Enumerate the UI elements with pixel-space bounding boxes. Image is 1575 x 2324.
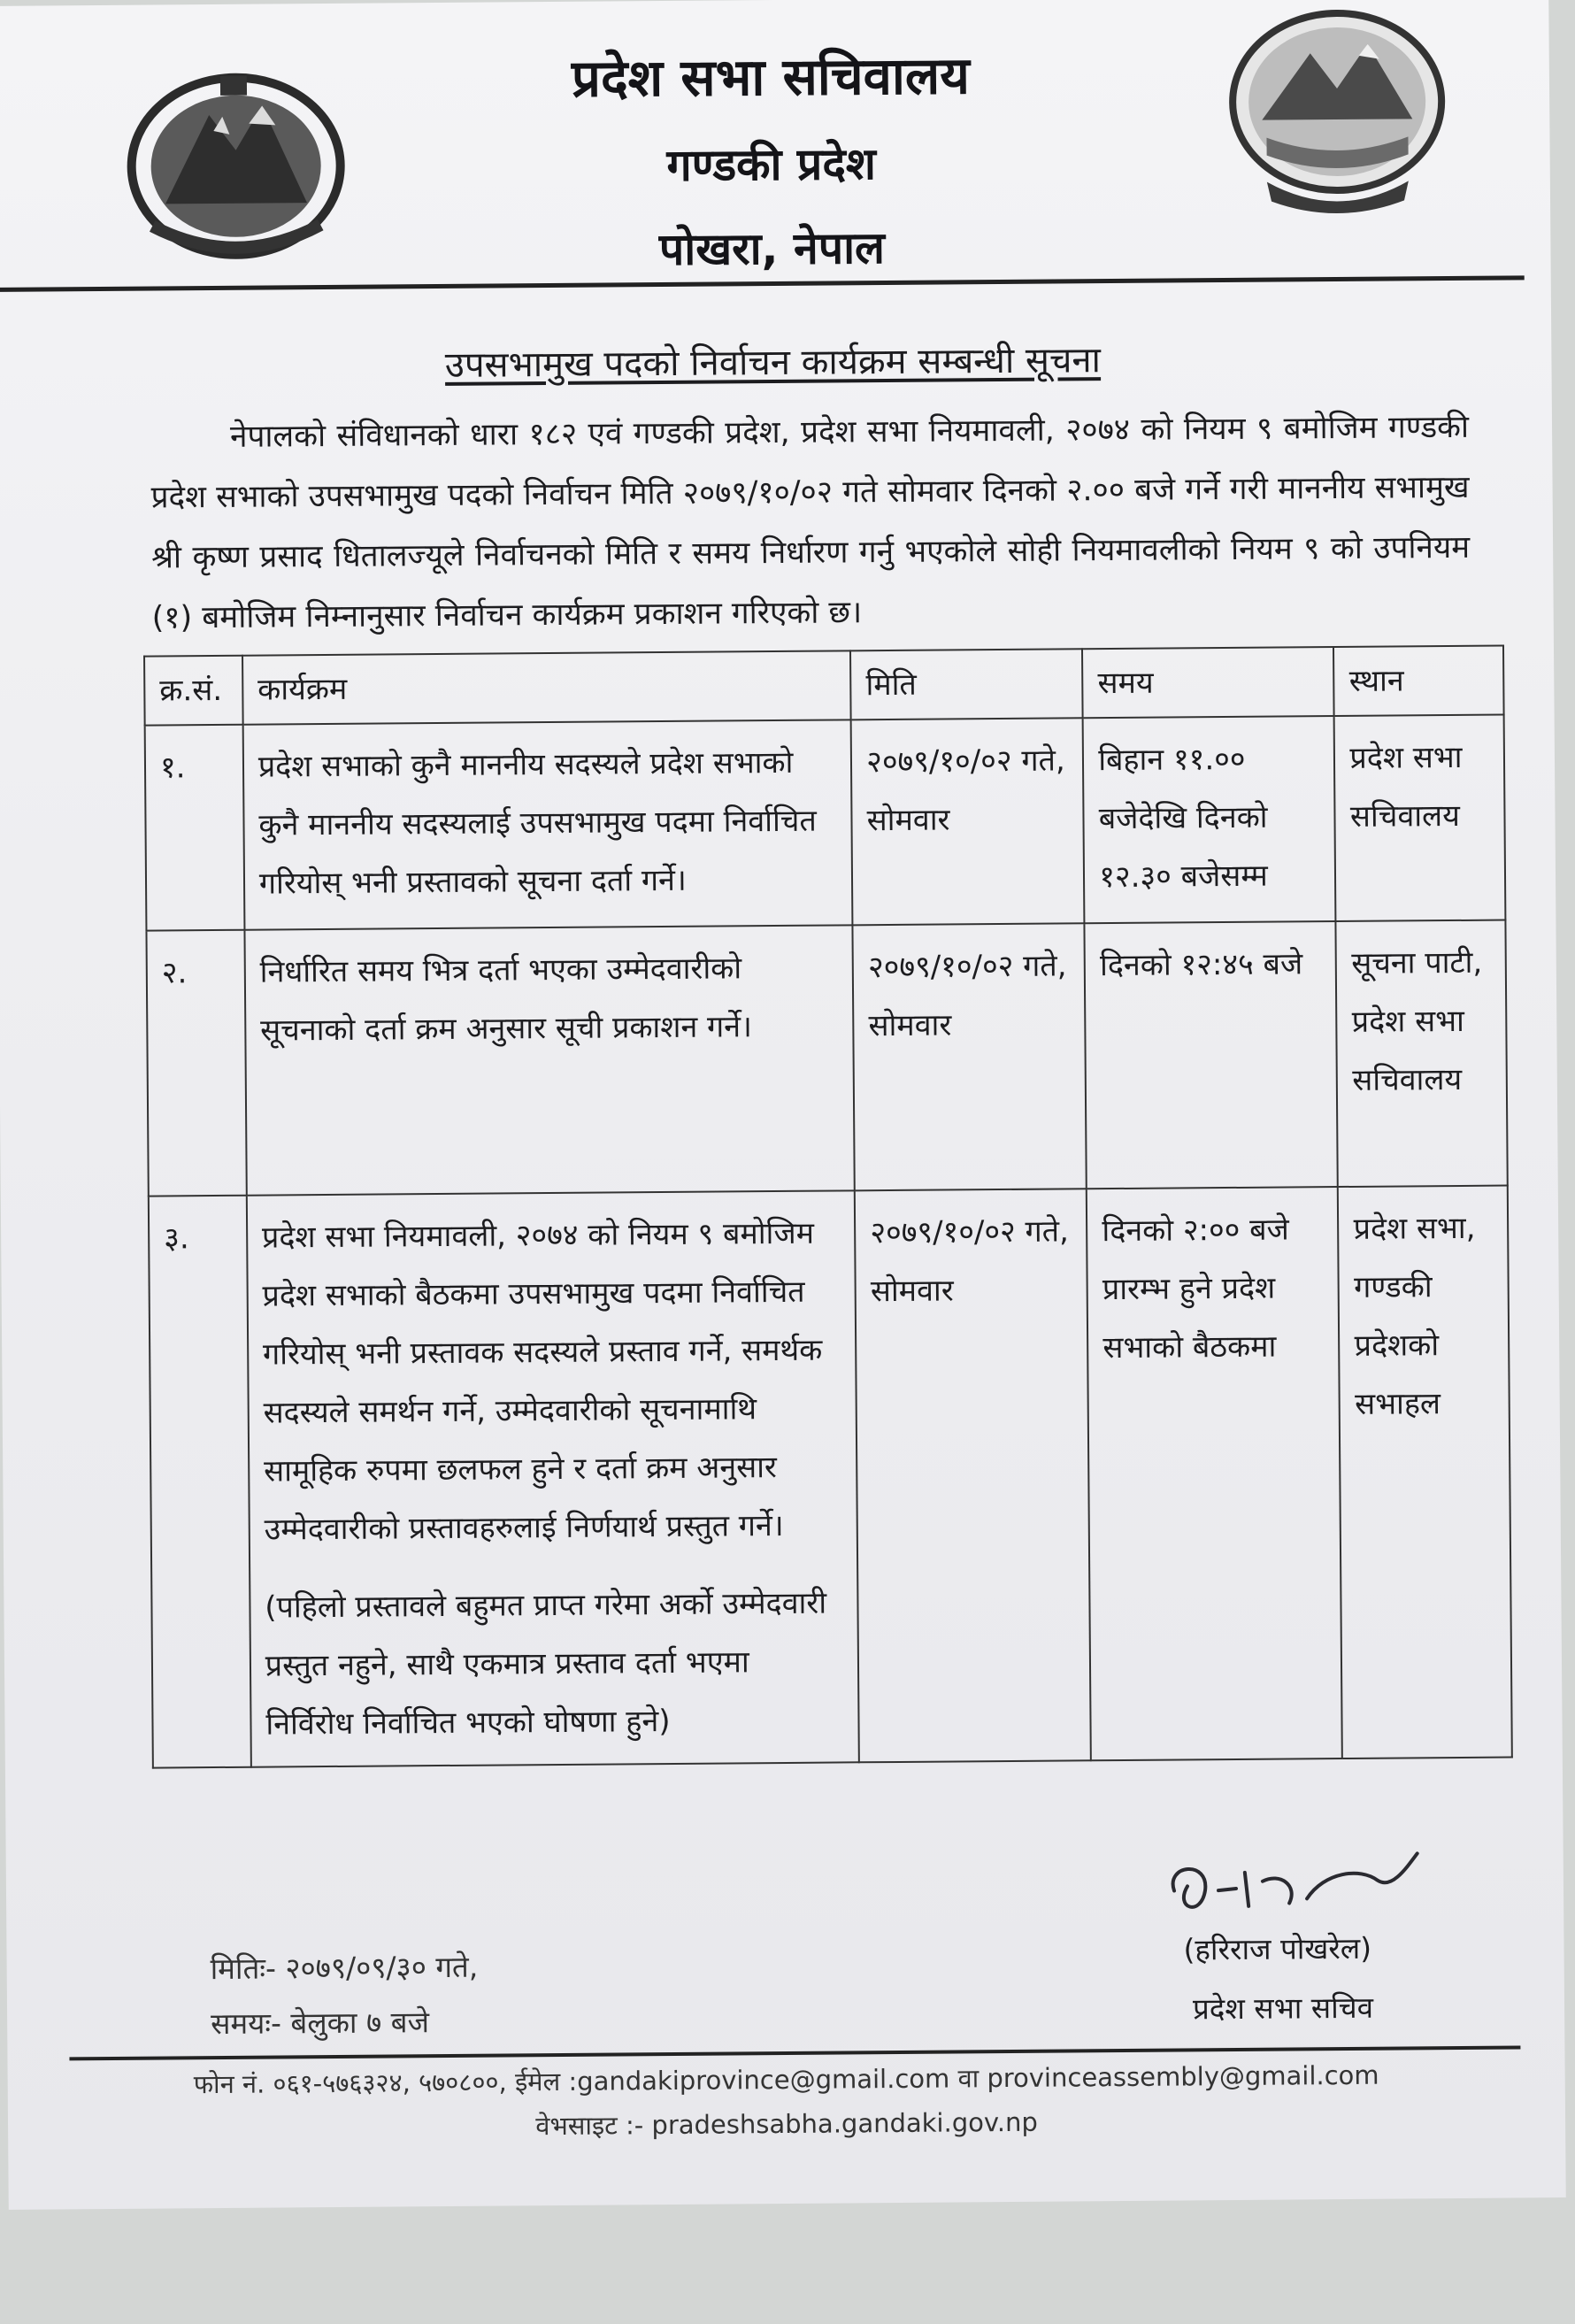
table-row bbox=[149, 1186, 1512, 1768]
header-date: मिति bbox=[850, 649, 1083, 720]
row-place: प्रदेश सभा, गण्डकी प्रदेशको सभाहल bbox=[1338, 1186, 1512, 1758]
row-program bbox=[242, 720, 852, 929]
secretariat-name: प्रदेश सभा सचिवालय bbox=[571, 45, 971, 109]
row-sn: ३. bbox=[149, 1196, 251, 1768]
intro-text: नेपालको संविधानको धारा १८२ एवं गण्डकी प्रदेश, प्रदेश सभा नियमावली, २०७४ को नियम ९ बमोजिम गण्डकी प्रदेश सभाको उपसभामुख पदको निर्वाचन मिति २०७९/१०/०२ गते सोमवार दिनको २.०० बजे गर्ने गरी माननीय सभामुख श्री कृष्ण प्रसाद धितालज्यूले निर्वाचनको मिति र समय निर्धारण गर्नु भएकोले सोही नियमावलीको नियम ९ को उपनियम (१) बमोजिम निम्नानुसार निर्वाचन कार्यक्रम प्रकाशन गरिएको छ। bbox=[150, 409, 1471, 636]
signature-mark bbox=[1156, 1835, 1432, 1935]
signatory-title: प्रदेश सभा सचिव bbox=[1192, 1989, 1374, 2027]
header-program: कार्यक्रम bbox=[242, 650, 851, 724]
row-time: बिहान ११.०० बजेदेखि दिनको १२.३० बजेसम्म bbox=[1083, 716, 1336, 923]
program-note: (पहिलो प्रस्तावले बहुमत प्राप्त गरेमा अर्को उम्मेदवारी प्रस्तुत नहुने, साथै एकमात्र प्रस्ताव दर्ता भएमा निर्विरोध निर्वाचित भएको घोषणा हुने) bbox=[265, 1585, 827, 1743]
notice-title: उपसभामुख पदको निर्वाचन कार्यक्रम सम्बन्धी सूचना bbox=[444, 340, 1102, 386]
province-name: गण्डकी प्रदेश bbox=[666, 138, 877, 191]
program-text: प्रदेश सभा नियमावली, २०७४ को नियम ९ बमोजिम प्रदेश सभाको बैठकमा उपसभामुख पदमा निर्वाचित गरियोस् भनी प्रस्तावक सदस्यले प्रस्ताव गर्ने, समर्थक सदस्यले समर्थन गर्ने, उम्मेदवारीको सूचनामाथि सामूहिक रुपमा छलफल हुने र दर्ता क्रम अनुसार उम्मेदवारीको प्रस्तावहरुलाई निर्णयार्थ प्रस्तुत गर्ने। bbox=[261, 1215, 823, 1548]
website-line: वेभसाइट :- pradeshsabha.gandaki.gov.np bbox=[535, 2106, 1038, 2142]
row-date: २०७९/१०/०२ गते, सोमवार bbox=[855, 1189, 1091, 1762]
row-program bbox=[244, 925, 855, 1195]
program-text: निर्धारित समय भित्र दर्ता भएका उम्मेदवारीको सूचनाको दर्ता क्रम अनुसार सूची प्रकाशन गर्ने। bbox=[259, 950, 753, 1049]
intro-paragraph bbox=[150, 397, 1471, 649]
header-place: स्थान bbox=[1333, 646, 1503, 717]
program-text: प्रदेश सभाको कुनै माननीय सदस्यले प्रदेश सभाको कुनै माननीय सदस्यलाई उपसभामुख पदमा निर्वाचित गरियोस् भनी प्रस्तावको सूचना दर्ता गर्ने। bbox=[257, 744, 817, 902]
row-sn: २. bbox=[146, 930, 246, 1197]
issue-date: मितिः- २०७९/०९/३० गते, bbox=[210, 1949, 479, 1987]
contact-line: फोन नं. ०६१-५७६३२४, ५७०८००, ईमेल :gandakiprovince@gmail.com वा provinceassembly@gmail.com bbox=[193, 2059, 1379, 2100]
row-program bbox=[247, 1190, 859, 1766]
signatory-name: (हरिराज पोखरेल) bbox=[1183, 1930, 1372, 1967]
row-sn: १. bbox=[145, 725, 245, 931]
row-time: दिनको २:०० बजे प्रारम्भ हुने प्रदेश सभाको बैठकमा bbox=[1087, 1187, 1342, 1760]
election-schedule-table bbox=[143, 645, 1513, 1769]
table-row bbox=[146, 920, 1507, 1197]
header-sn: क्र.सं. bbox=[144, 656, 242, 726]
row-date: २०७९/१०/०२ गते, सोमवार bbox=[853, 923, 1087, 1190]
header-time: समय bbox=[1082, 647, 1334, 718]
row-date: २०७९/१०/०२ गते, सोमवार bbox=[851, 718, 1085, 925]
row-time: दिनको १२:४५ बजे bbox=[1085, 921, 1339, 1189]
address-line: पोखरा, नेपाल bbox=[658, 222, 886, 276]
row-place: सूचना पाटी, प्रदेश सभा सचिवालय bbox=[1336, 920, 1508, 1187]
row-place: प्रदेश सभा सचिवालय bbox=[1334, 715, 1505, 921]
table-header-row bbox=[144, 646, 1504, 726]
issue-time: समयः- बेलुका ७ बजे bbox=[211, 2005, 430, 2042]
table-row bbox=[145, 715, 1506, 931]
